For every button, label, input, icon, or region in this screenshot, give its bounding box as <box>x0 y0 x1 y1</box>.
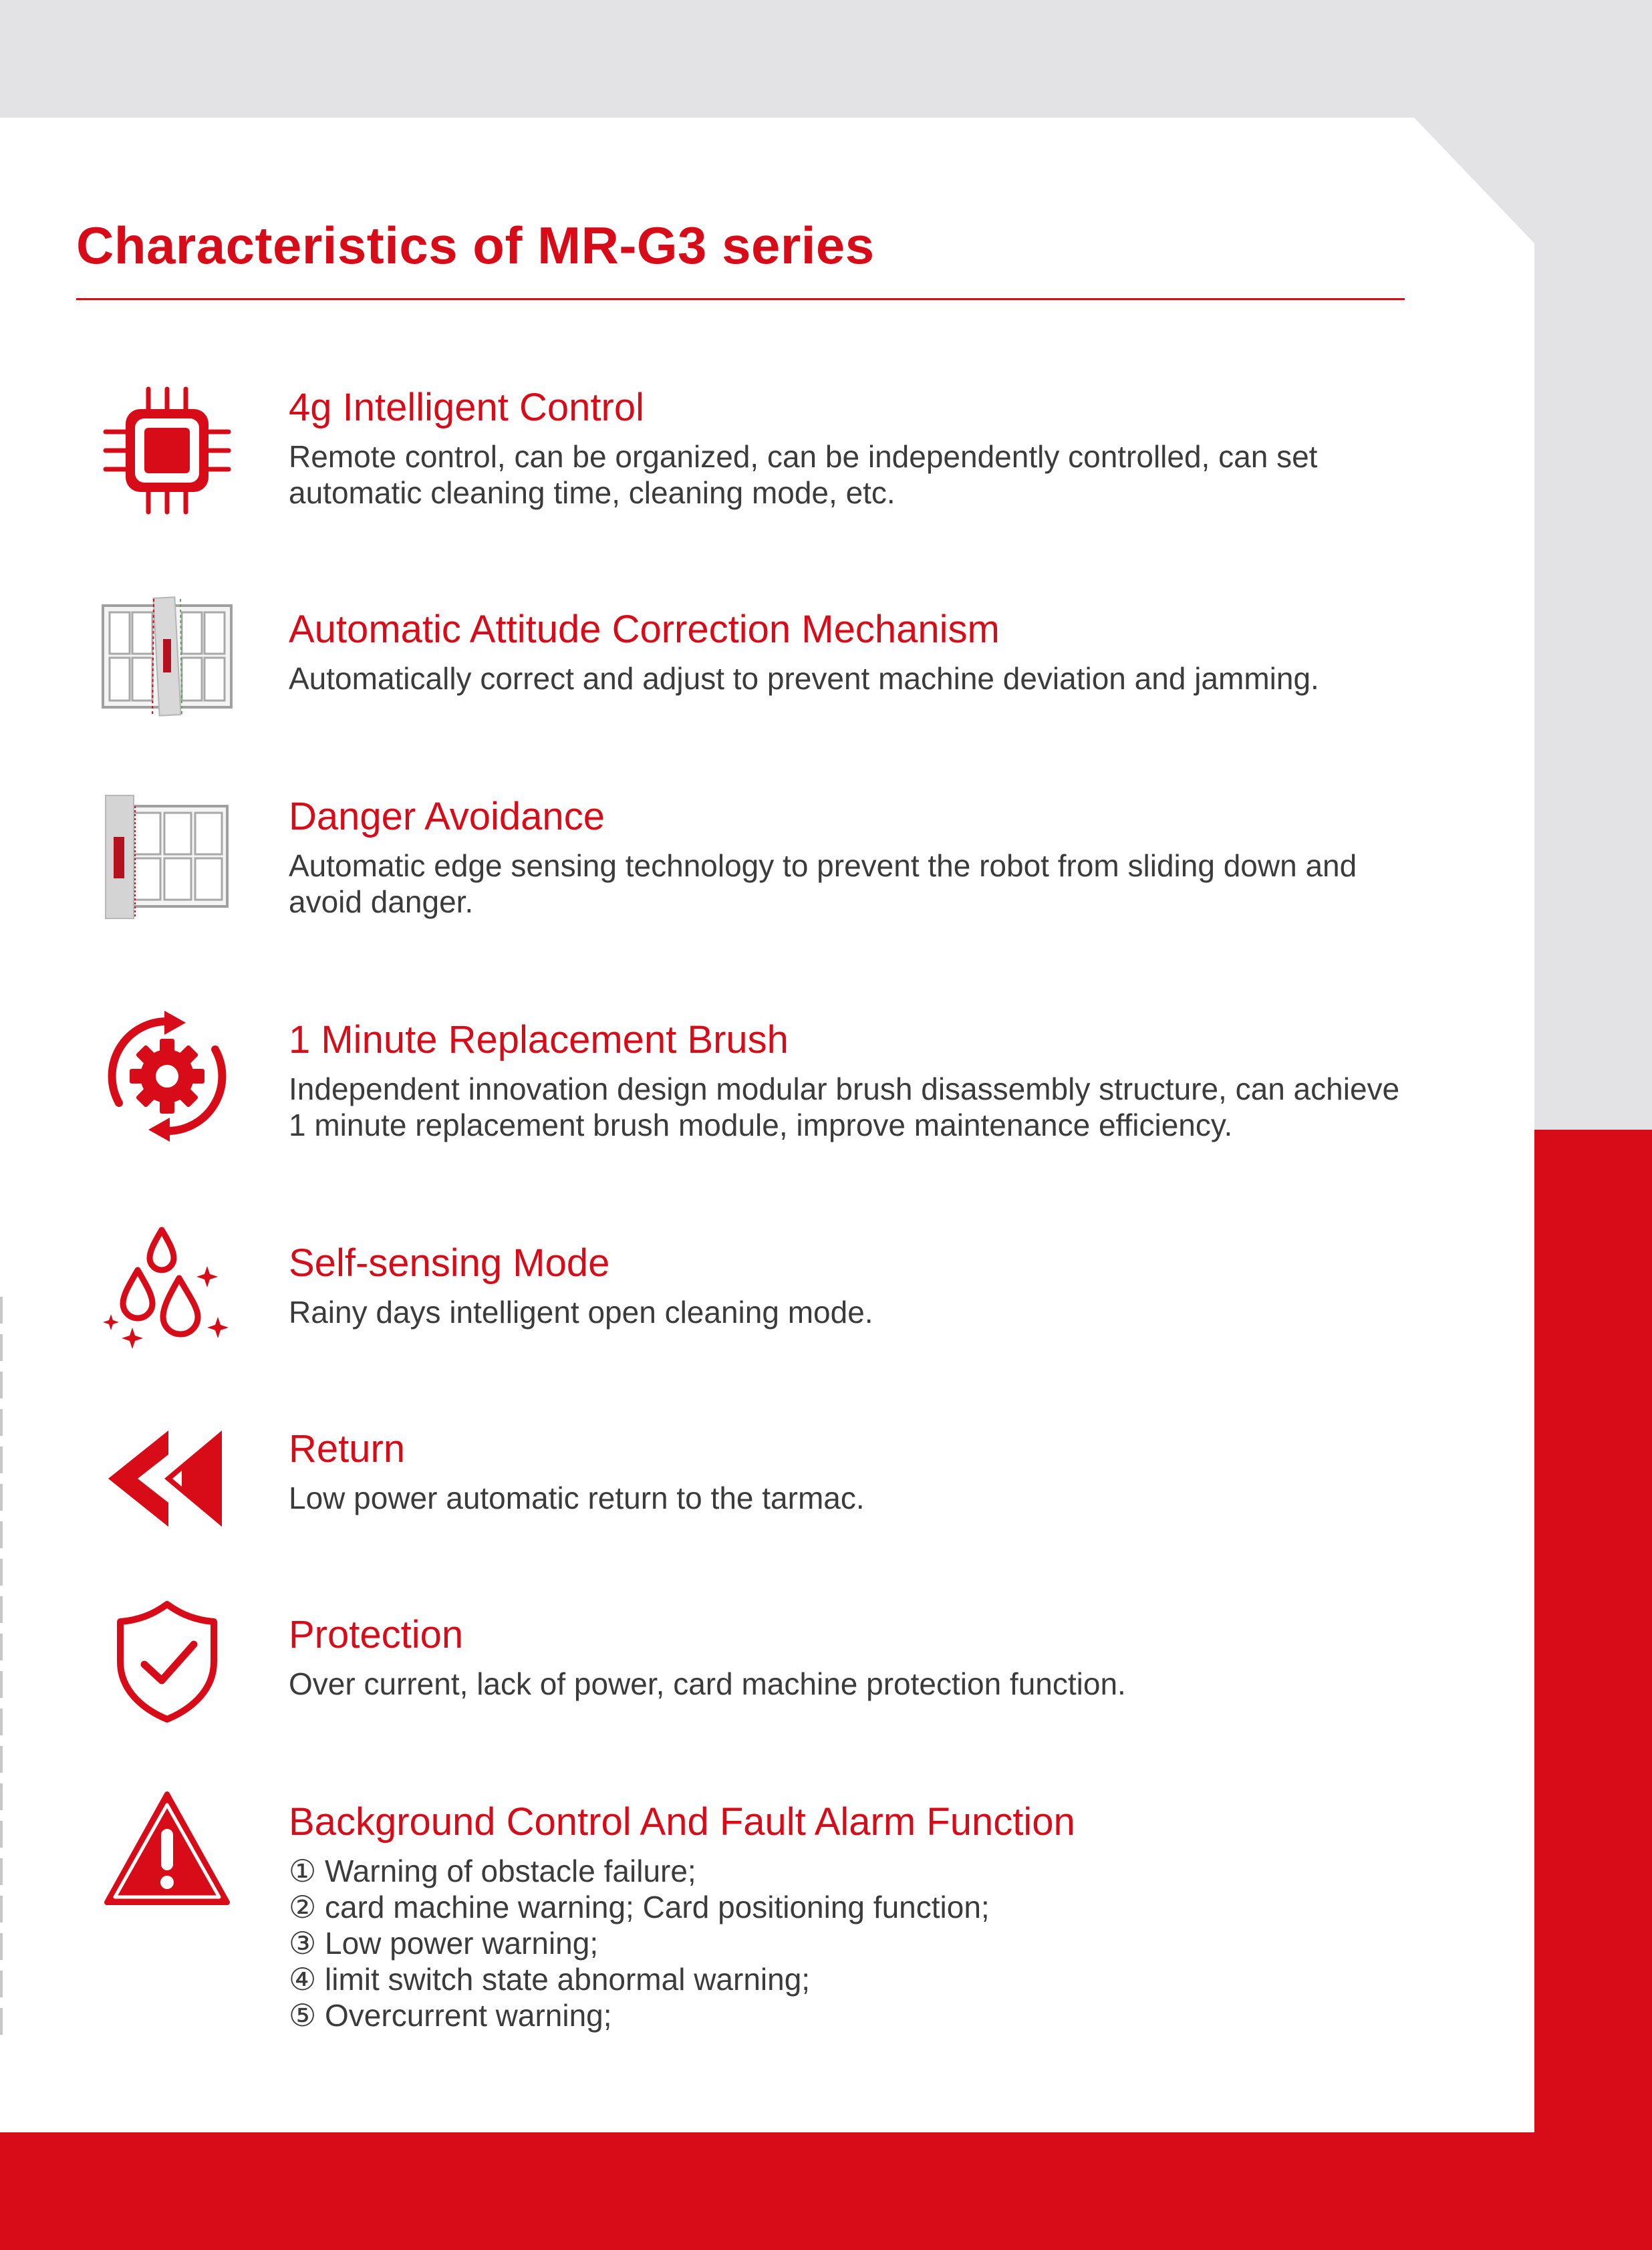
list-item: ③ Low power warning; <box>289 1926 599 1961</box>
title-divider <box>76 298 1405 300</box>
feature-title: Background Control And Fault Alarm Function <box>289 1800 1075 1844</box>
edge-marks <box>0 1297 3 2045</box>
red-side-band <box>1534 1130 1652 2250</box>
feature-description: Remote control, can be organized, can be independently controlled, can set automatic cleaning time, cleaning mode, etc. <box>289 439 1318 510</box>
feature-description: Low power automatic return to the tarmac. <box>289 1481 865 1515</box>
page-title: Characteristics of MR-G3 series <box>76 216 875 275</box>
rain-drops-icon <box>100 1223 234 1357</box>
list-item: ① Warning of obstacle failure; <box>289 1854 696 1888</box>
chip-icon <box>100 384 234 517</box>
double-arrow-left-icon <box>100 1412 234 1545</box>
feature-description: Automatically correct and adjust to prevent machine deviation and jamming. <box>289 661 1319 696</box>
feature-title: 4g Intelligent Control <box>289 386 644 429</box>
gear-refresh-icon <box>100 1009 234 1143</box>
feature-title: Protection <box>289 1613 464 1656</box>
list-item: ④ limit switch state abnormal warning; <box>289 1962 811 1997</box>
feature-title: 1 Minute Replacement Brush <box>289 1018 789 1061</box>
warning-triangle-icon <box>100 1782 234 1916</box>
red-bottom-band <box>0 2132 1652 2250</box>
feature-title: Danger Avoidance <box>289 795 605 838</box>
edge-sensing-icon <box>100 790 234 924</box>
list-item: ⑤ Overcurrent warning; <box>289 1998 612 2033</box>
robot-attitude-icon <box>100 586 234 719</box>
shield-check-icon <box>100 1595 234 1729</box>
feature-description: Independent innovation design modular brush disassembly structure, can achieve 1 minute replacement brush module, improve maintenance efficiency. <box>289 1072 1400 1142</box>
alarm-list <box>289 1853 1411 2033</box>
feature-title: Return <box>289 1427 406 1471</box>
feature-title: Automatic Attitude Correction Mechanism <box>289 608 1000 651</box>
feature-description: Over current, lack of power, card machine protection function. <box>289 1666 1126 1701</box>
feature-title: Self-sensing Mode <box>289 1241 610 1285</box>
list-item: ② card machine warning; Card positioning function; <box>289 1890 990 1924</box>
feature-description: Automatic edge sensing technology to prevent the robot from sliding down and avoid danger. <box>289 848 1357 919</box>
feature-description: Rainy days intelligent open cleaning mode. <box>289 1295 873 1330</box>
